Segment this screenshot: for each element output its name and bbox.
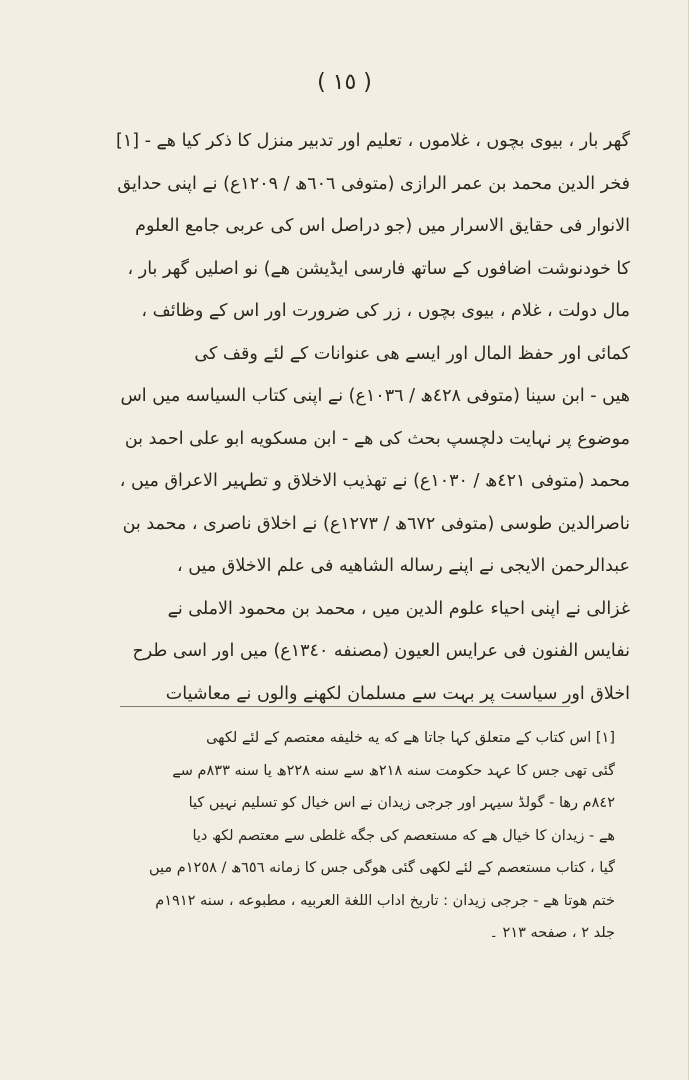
footnote-line: ختم ھوتا ھے - جرجی زیدان : تاریخ اداب اللغة العربیه ، مطبوعه ، سنه ١٩١٢م <box>155 892 615 909</box>
body-text <box>60 120 630 715</box>
footnote-line: [١] اس کتاب کے متعلق کہا جاتا ھے که یه خلیفه معتصم کے لئے لکھی <box>206 730 615 746</box>
body-line: موضوع پر نہایت دلچسپ بحث کی ھے - ابن مسکویه ابو علی احمد بن <box>124 428 630 449</box>
footnote-divider <box>120 706 570 707</box>
footnote-line: گیا ، کتاب مستعصم کے لئے لکھی گئی ھوگی جس کا زمانه ٦٥٦ھ / ١٢٥٨م میں <box>148 860 615 876</box>
body-line: نفایس الفنون فی عرایس العیون (مصنفه ١٣٤٠ع) میں اور اسی طرح <box>132 641 630 661</box>
body-line: گھر بار ، بیوی بچوں ، غلاموں ، تعلیم اور تدبیر منزل کا ذکر کیا ھے - [١] <box>116 131 630 151</box>
body-line: کا خودنوشت اضافوں کے ساتھ فارسی ایڈیشن ھے) نو اصلیں گھر بار ، <box>127 258 630 279</box>
body-line: ناصرالدین طوسی (متوفی ٦٧٢ھ / ١٢٧٣ع) نے اخلاق ناصری ، محمد بن <box>122 513 630 534</box>
footnote-line: ھے - زیدان کا خیال ھے که مستعصم کی جگه غلطی سے معتصم لکھ دیا <box>192 827 615 844</box>
body-line: محمد (متوفی ٤٢١ھ / ١٠٣٠ع) نے تھذیب الاخلاق و تطہیر الاعراق میں ، <box>119 471 630 491</box>
footnote-line: گئی تھی جس کا عہد حکومت سنه ٢١٨ھ سے سنه ٢٢٨ھ یا سنه ٨٣٣م سے <box>172 762 615 779</box>
body-line: اخلاق اور سیاست پر بہت سے مسلمان لکھنے والوں نے معاشیات <box>165 683 630 704</box>
body-line: عبدالرحمن الایجی نے اپنے رساله الشاهیه فی علم الاخلاق میں ، <box>177 556 630 576</box>
body-line: ھیں - ابن سینا (متوفی ٤٢٨ھ / ١٠٣٦ع) نے اپنی کتاب السیاسه میں اس <box>120 386 630 406</box>
body-line: کمائی اور حفظ المال اور ایسے ھی عنوانات کے لئے وقف کی <box>194 343 630 364</box>
body-line: غزالی نے اپنی احیاء علوم الدین میں ، محمد بن محمود الاملی نے <box>167 598 630 619</box>
footnote-line: جلد ٢ ، صفحه ٢١٣ ۔ <box>489 925 615 941</box>
body-line: مال دولت ، غلام ، بیوی بچوں ، زر کی ضرورت اور اس کے وظائف ، <box>141 301 630 321</box>
body-line: الانوار فی حقایق الاسرار میں (جو دراصل اس کی عربی جامع العلوم <box>135 216 630 236</box>
page-number: ( ١٥ ) <box>317 70 372 95</box>
body-line: فخر الدین محمد بن عمر الرازی (متوفی ٦٠٦ھ / ١٢٠٩ع) نے اپنی حدایق <box>117 173 630 194</box>
footnote-line: ٨٤٢م رھا - گولڈ سیہر اور جرجی زیدان نے اس خیال کو تسلیم نہیں کیا <box>188 795 615 811</box>
footnote <box>70 722 615 950</box>
